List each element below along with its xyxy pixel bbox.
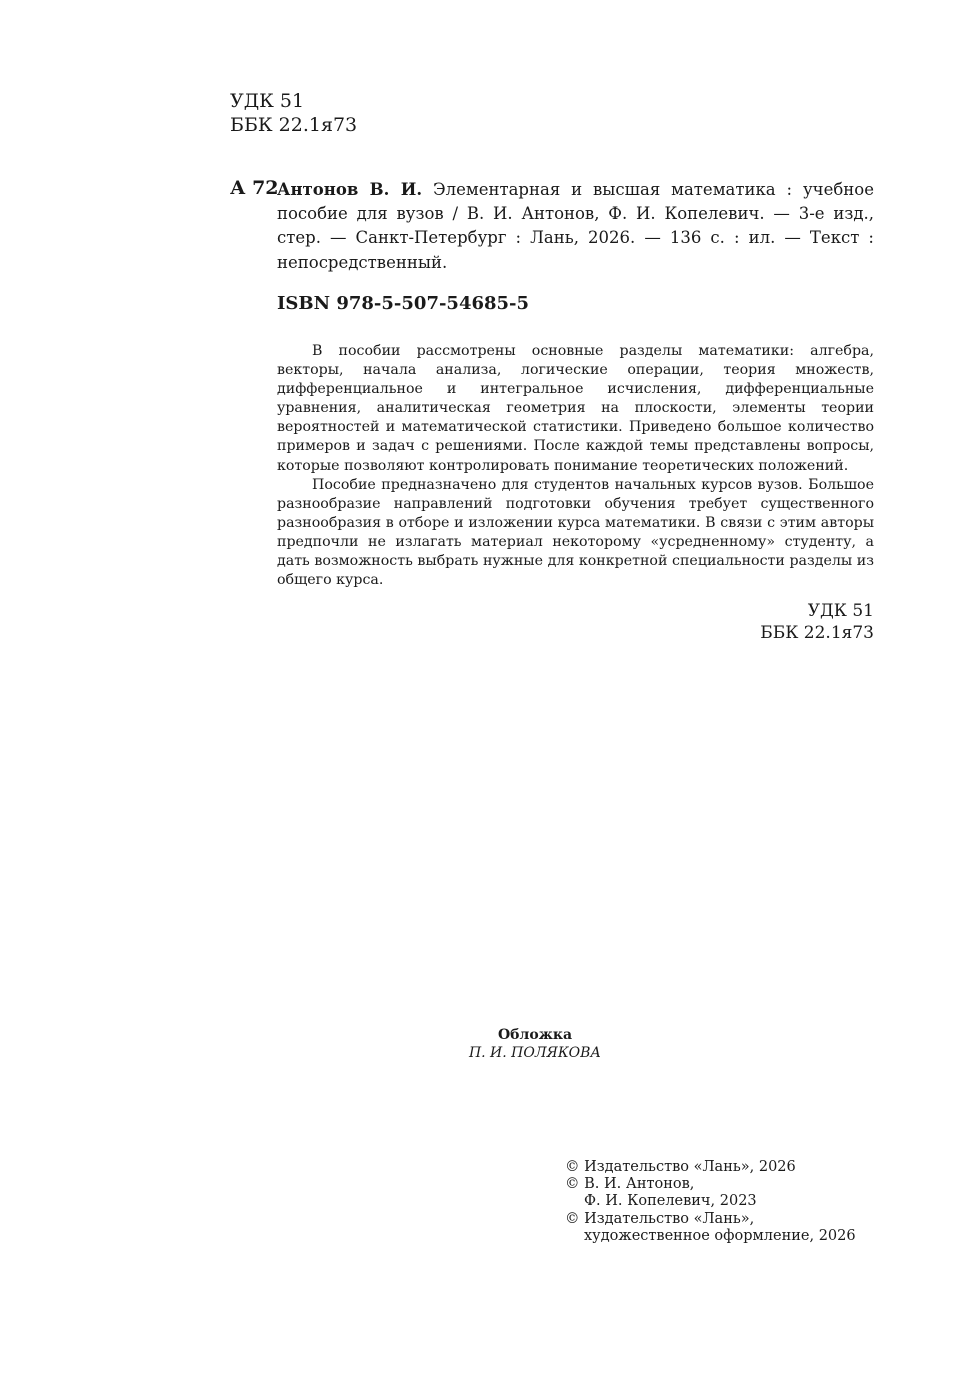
cover-author: П. И. ПОЛЯКОВА <box>468 1045 602 1061</box>
annotation-paragraph: Пособие предназначено для студентов начальных курсов вузов. Большое разнообразие направлений подготовки обучения требует существенного разнообразия в отборе и изложении курса математики. В связи с этим авторы предпочли не излагать материал некоторому «усредненному» студенту, а дать возможность выбрать нужные для конкретной специальности разделы из общего курса. <box>277 476 874 589</box>
copyright-line: художественное оформление, 2026 <box>584 1227 856 1244</box>
bbk-code: ББК 22.1я73 <box>230 114 358 136</box>
author-sign: А 72 <box>230 177 279 199</box>
cover-label: Обложка <box>497 1027 573 1043</box>
annotation <box>277 342 874 590</box>
copyright-line: © Издательство «Лань», <box>565 1210 755 1227</box>
isbn: ISBN 978-5-507-54685-5 <box>277 293 530 314</box>
classification-right <box>700 600 874 644</box>
copyright-line: Ф. И. Копелевич, 2023 <box>584 1193 757 1210</box>
udk-code: УДК 51 <box>807 601 874 621</box>
bib-description: Элементарная и высшая математика : учебное пособие для вузов / В. И. Антонов, Ф. И. Копелевич. — 3-е изд., стер. — Санкт-Петербург : Лань, 2026. — 136 с. : ил. — Текст : непосредственный. <box>277 180 874 272</box>
copyright-line: © В. И. Антонов, <box>565 1176 695 1193</box>
cover-credit <box>380 1026 690 1062</box>
bbk-code: ББК 22.1я73 <box>760 623 874 643</box>
copyright-line: © Издательство «Лань», 2026 <box>565 1159 796 1175</box>
copyright-block <box>565 1159 885 1245</box>
bibliographic-record <box>277 178 874 275</box>
udk-code: УДК 51 <box>230 90 305 112</box>
classification-top <box>230 89 357 137</box>
bib-author: Антонов В. И. <box>277 180 423 199</box>
annotation-paragraph: В пособии рассмотрены основные разделы математики: алгебра, векторы, начала анализа, логические операции, теория множеств, дифференциальное и интегральное исчисления, дифференциальные уравнения, аналитическая геометрия на плоскости, элементы теории вероятностей и математической статистики. Приведено большое количество примеров и задач с решениями. После каждой темы представлены вопросы, которые позволяют контролировать понимание теоретических положений. <box>277 343 874 474</box>
